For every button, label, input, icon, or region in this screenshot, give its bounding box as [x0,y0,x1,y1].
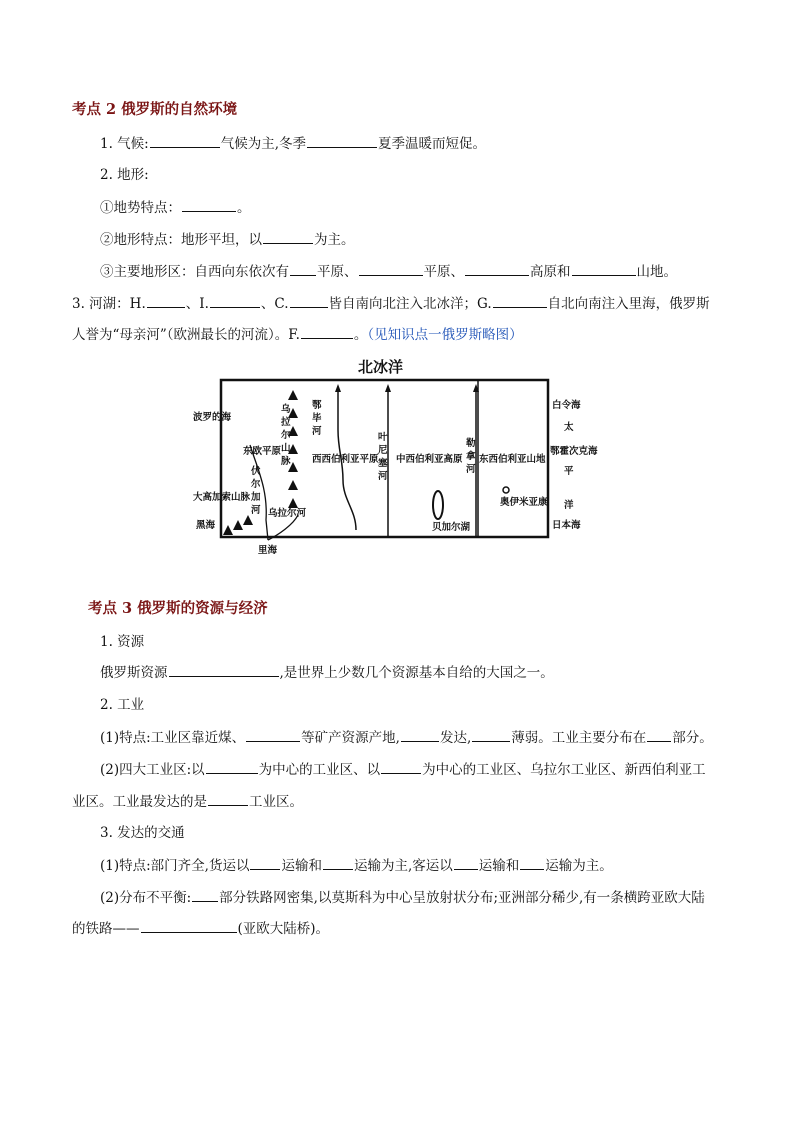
q3-t3: 、C. [260,296,289,312]
svg-text:拿: 拿 [466,451,476,462]
r3-2-t3: 的铁路—— [72,921,140,937]
q2-3-t5: 山地。 [636,264,677,280]
q1-end: 夏季温暖而短促。 [378,136,487,152]
r2-1-t3: 发达, [439,730,472,746]
svg-text:叶: 叶 [378,432,388,443]
q2-2 [100,229,355,250]
r3-2 [100,887,705,908]
q2-2-text: ②地形特点：地形平坦，以 [100,232,262,248]
baltic-label: 波罗的海 [193,412,232,423]
r2-2-t5: 工业区。 [249,794,303,810]
q3-t2: 、I. [185,296,209,312]
blank [208,791,248,806]
bering-label: 白令海 [552,400,581,411]
blank [454,855,478,870]
svg-text:塞: 塞 [378,458,388,469]
q2-3 [100,261,677,282]
blank [246,727,300,742]
map-reference-link: （见知识点一俄罗斯略图） [367,327,523,343]
q3-t7: 。 [353,327,368,343]
q2-3-t2: 平原、 [317,264,358,280]
q2-2-end: 为主。 [314,232,355,248]
r2-1 [100,727,713,748]
blank [147,293,185,308]
r2-2-t3: 为中心的工业区、乌拉尔工业区、新西伯利亚工 [422,762,706,778]
r2-1-t4: 薄弱。工业主要分布在 [511,730,647,746]
r3-2-t4: (亚欧大陆桥)。 [237,921,330,937]
blank [290,261,316,276]
q2-1-end: 。 [237,200,251,216]
q1-mid: 气候为主,冬季 [220,136,307,152]
r2-2 [100,759,706,780]
svg-text:脉: 脉 [281,456,291,467]
svg-text:尔: 尔 [251,479,261,490]
japan-sea-label: 日本海 [552,520,581,531]
r3-2-cont [72,918,329,939]
section-3-title: 考点 3 俄罗斯的资源与经济 [88,600,268,617]
blank [250,855,280,870]
russia-sketch-map [188,350,608,565]
svg-text:毕: 毕 [312,413,322,424]
section-2-title: 考点 2 俄罗斯的自然环境 [72,101,238,118]
q2-3-t4: 高原和 [530,264,571,280]
lena-label [466,437,476,475]
pacific-char-1: 太 [564,422,574,433]
q2-1-text: ①地势特点： [100,200,181,216]
svg-text:伏: 伏 [251,466,261,477]
blank [493,293,547,308]
ural-label [281,403,291,467]
svg-text:鄂: 鄂 [312,400,322,411]
blank [301,324,353,339]
yenisei-label [378,431,388,482]
blank [381,759,421,774]
q2-3-text: ③主要地形区：自西向东依次有 [100,264,289,280]
blank [572,261,636,276]
blank [323,855,353,870]
r3-1-t5: 运输为主。 [545,858,613,874]
q2-1 [100,197,251,218]
svg-text:乌: 乌 [281,404,291,415]
svg-text:河: 河 [251,505,261,516]
blank [182,197,236,212]
q1-climate [100,133,486,154]
q3-t5: 自北向南注入里海，俄罗斯 [547,296,710,312]
blank [290,293,328,308]
q2-3-t3: 平原、 [423,264,464,280]
svg-text:尼: 尼 [378,445,388,456]
r1-resources [100,662,554,683]
caspian-label: 里海 [258,545,278,556]
q3-t6: 人誉为“母亲河”（欧洲最长的河流）。F. [72,327,300,343]
r3-1-t4: 运输和 [478,858,520,874]
svg-text:尔: 尔 [281,430,291,441]
okhotsk-label: 鄂霍次克海 [550,446,598,457]
svg-text:河: 河 [466,464,476,475]
blank [206,759,258,774]
r2-1-t1: (1)特点:工业区靠近煤、 [100,730,246,746]
r2-2-t4: 业区。工业最发达的是 [72,794,207,810]
blank [647,727,671,742]
blank [465,261,529,276]
r3-2-t2: 部分铁路网密集,以莫斯科为中心呈放射状分布;亚洲部分稀少,有一条横跨亚欧大陆 [219,890,705,906]
svg-text:加: 加 [251,492,261,503]
east-siberia-mts-label: 东西伯利亚山地 [479,454,546,465]
ob-arrow [335,384,341,392]
blank [307,133,377,148]
q3-rivers [72,293,710,314]
r1-t2: ,是世界上少数几个资源基本自给的大国之一。 [279,665,554,681]
central-siberia-plateau-label: 中西伯利亚高原 [396,454,463,465]
blank [169,662,279,677]
west-siberia-plain-label: 西西伯利亚平原 [312,454,379,465]
blank [192,887,218,902]
omyakon-marker [503,487,509,493]
blank [401,727,439,742]
q1-label: 1. 气候: [100,136,149,152]
q3-t1: 3. 河湖：H. [72,296,146,312]
caucasus-label: 大高加索山脉 [193,492,251,503]
r2-heading: 2. 工业 [100,697,145,713]
svg-text:拉: 拉 [281,417,291,428]
r2-2-cont [72,791,303,812]
blank [472,727,510,742]
r3-1 [100,855,613,876]
r3-1-t1: (1)特点:部门齐全,货运以 [100,858,250,874]
pacific-char-2: 平 [564,466,574,477]
baikal-label: 贝加尔湖 [432,522,471,533]
r3-2-t1: (2)分布不平衡: [100,890,192,906]
east-europe-plain-label: 东欧平原 [243,446,282,457]
svg-text:勒: 勒 [466,438,476,449]
r3-1-t2: 运输和 [281,858,322,874]
caucasus-triangles [223,515,253,535]
r2-1-t2: 等矿产资源产地, [301,730,400,746]
svg-text:山: 山 [281,443,291,454]
r3-1-t3: 运输为主,客运以 [353,858,453,874]
baikal-lake [433,491,443,519]
blank [210,293,260,308]
r2-2-t2: 为中心的工业区、以 [258,762,381,778]
blank [141,918,237,933]
omyakon-label: 奥伊米亚康 [500,497,548,508]
q3-rivers-2 [72,324,523,345]
svg-text:河: 河 [378,471,388,482]
yenisei-arrow [385,384,391,392]
ural-river-label: 乌拉尔河 [268,508,307,519]
q3-t4: 皆自南向北注入北冰洋；G. [328,296,492,312]
ob-label [312,400,322,437]
r3-heading: 3. 发达的交通 [100,825,185,841]
blank [520,855,544,870]
volga-label [250,465,261,516]
blank [359,261,423,276]
q2-terrain: 2. 地形: [100,167,149,183]
black-sea-label: 黑海 [196,520,216,531]
arctic-ocean-label: 北冰洋 [358,358,404,376]
blank [150,133,220,148]
blank [263,229,313,244]
r1-heading: 1. 资源 [100,634,145,650]
r2-2-t1: (2)四大工业区:以 [100,762,205,778]
r1-t1: 俄罗斯资源 [100,665,168,681]
pacific-char-3: 洋 [564,500,574,511]
svg-text:河: 河 [312,426,322,437]
r2-1-t5: 部分。 [672,730,713,746]
